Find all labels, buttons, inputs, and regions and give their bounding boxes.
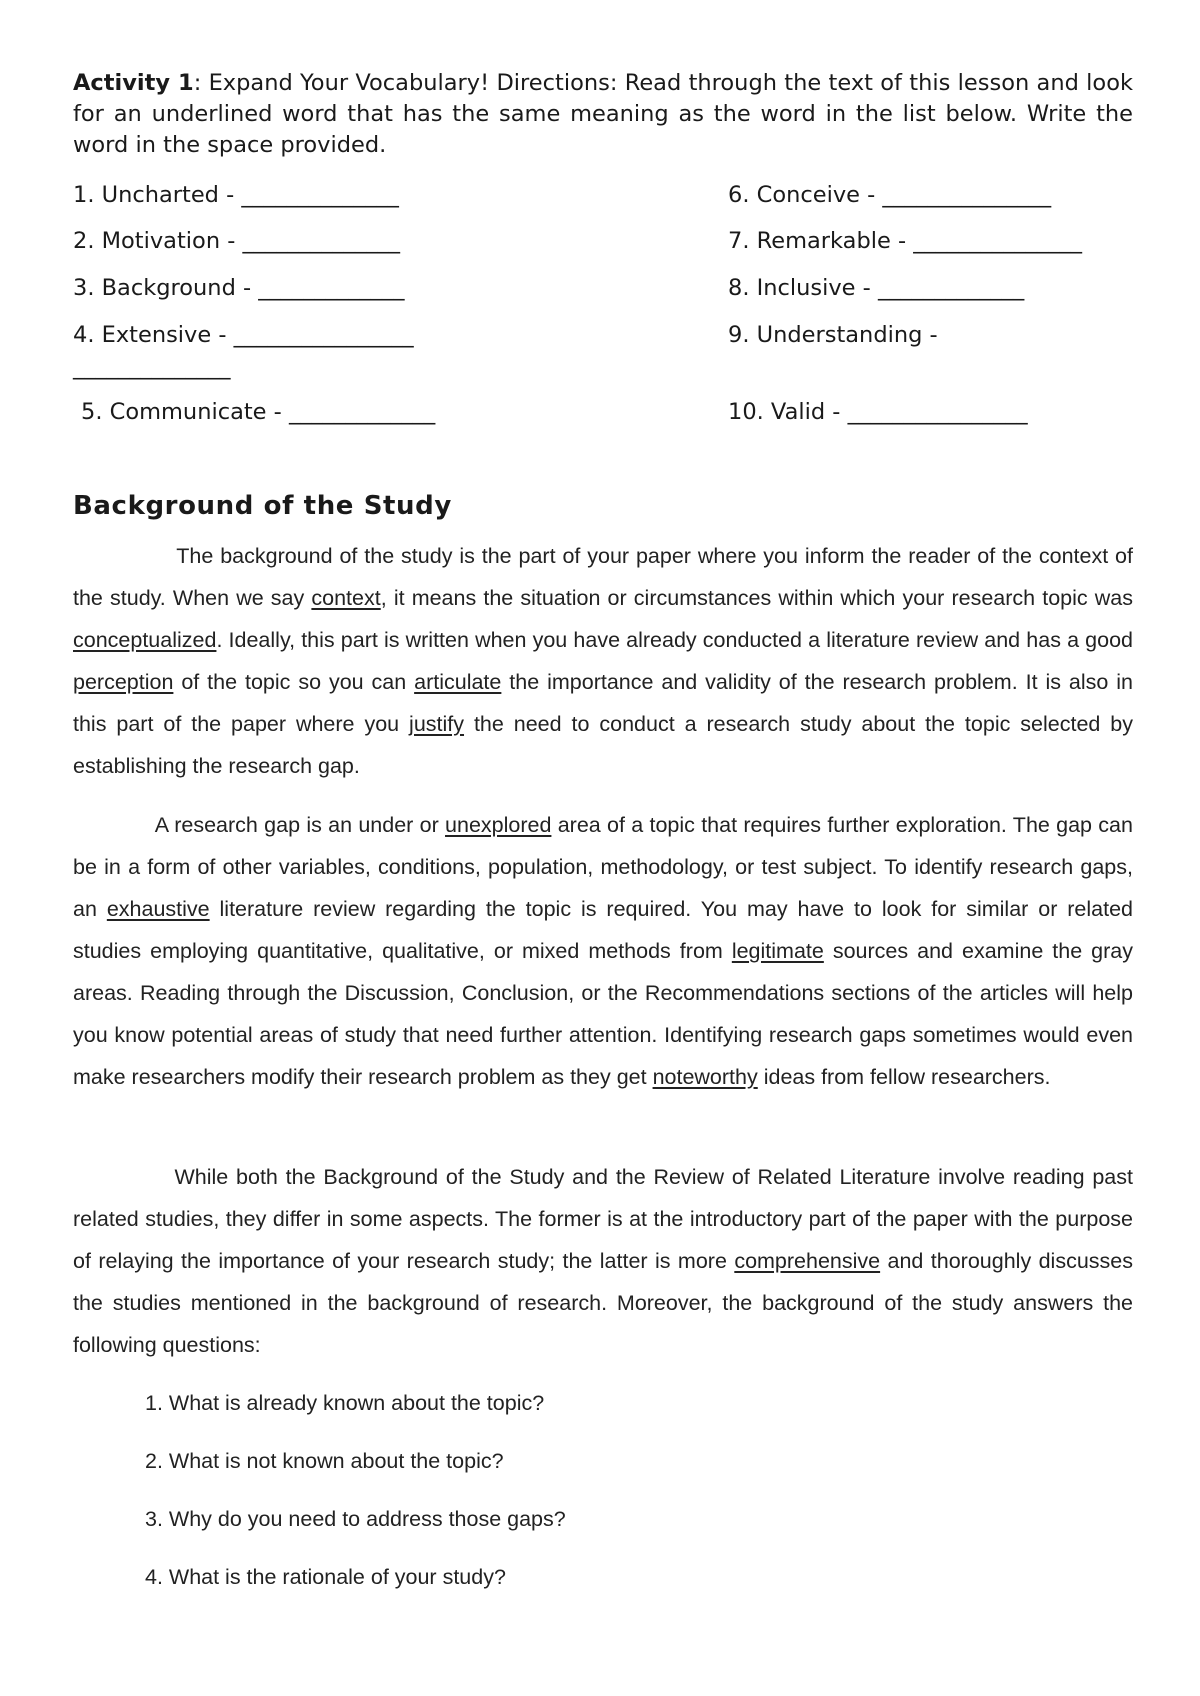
paragraph-2 [73,804,1133,1098]
underlined-term: articulate [414,670,502,694]
text-run: and thoroughly discusses the studies mentioned in the background of research. Moreover, the background of the study answers the following questions: [73,1249,1134,1357]
vocab-item-7: 7. Remarkable - _______________ [728,228,1083,254]
question-4: 4. What is the rationale of your study? [145,1565,506,1589]
vocab-item-10: 10. Valid - ________________ [728,399,1028,425]
activity-label: Activity 1 [73,70,194,96]
underlined-term: conceptualized [73,628,217,652]
activity-text: : Expand Your Vocabulary! Directions: Read through the text of this lesson and look for an underlined word that has the same meaning as the word in the list below. Write the word in the space provided. [73,70,1133,158]
vocab-item-1: 1. Uncharted - ______________ [73,182,399,208]
activity-instructions [73,68,1133,161]
paragraph-3 [73,1156,1133,1366]
text-run: . Ideally, this part is written when you have already conducted a literature review and has a good [216,628,1133,652]
underlined-term: justify [409,712,465,736]
paragraph-1 [73,535,1133,787]
text-run: While both the Background of the Study and the Review of Related Literature involve reading past related studies, they differ in some aspects. The former is at the introductory part of the paper with the purpose of relaying the importance of your research study; the latter is more [73,1165,1133,1273]
vocab-item-9: 9. Understanding - [728,322,938,348]
question-2: 2. What is not known about the topic? [145,1449,504,1473]
underlined-term: noteworthy [652,1065,758,1089]
vocab-item-2: 2. Motivation - ______________ [73,228,400,254]
text-run: of the topic so you can [173,670,415,694]
text-run: area of a topic that requires further exploration. The gap can be in a form of other variables, conditions, population, methodology, or test subject. To identify research gaps, an [73,813,1133,921]
question-1: 1. What is already known about the topic? [145,1391,545,1415]
underlined-term: comprehensive [734,1249,881,1273]
question-3: 3. Why do you need to address those gaps? [145,1507,566,1531]
underlined-term: context [311,586,381,610]
text-run: , it means the situation or circumstances within which your research topic was [380,586,1133,610]
text-run: the need to conduct a research study about the topic selected by establishing the research gap. [73,712,1133,778]
underlined-term: unexplored [445,813,552,837]
vocab-item-5: 5. Communicate - _____________ [81,399,436,425]
text-run: ideas from fellow researchers. [757,1065,1051,1089]
text-run: The background of the study is the part of your paper where you inform the reader of the context of the study. When we say [73,544,1133,610]
vocab-item-6: 6. Conceive - _______________ [728,182,1052,208]
underlined-term: perception [73,670,174,694]
underlined-term: exhaustive [106,897,210,921]
section-heading: Background of the Study [73,491,452,521]
text-run: literature review regarding the topic is required. You may have to look for similar or related studies employing quantitative, qualitative, or mixed methods from [73,897,1133,963]
vocab-item-9-blank: ______________ [73,354,231,380]
vocab-item-8: 8. Inclusive - _____________ [728,275,1025,301]
underlined-term: legitimate [731,939,824,963]
text-run: sources and examine the gray areas. Reading through the Discussion, Conclusion, or the Recommendations sections of the articles will help you know potential areas of study that need further attention. Identifying research gaps sometimes would even make researchers modify their research problem as they get [73,939,1133,1089]
vocab-item-4: 4. Extensive - ________________ [73,322,414,348]
text-run: the importance and validity of the research problem. It is also in this part of the paper where you [73,670,1134,736]
text-run: A research gap is an under or [73,813,446,837]
vocab-item-3: 3. Background - _____________ [73,275,405,301]
